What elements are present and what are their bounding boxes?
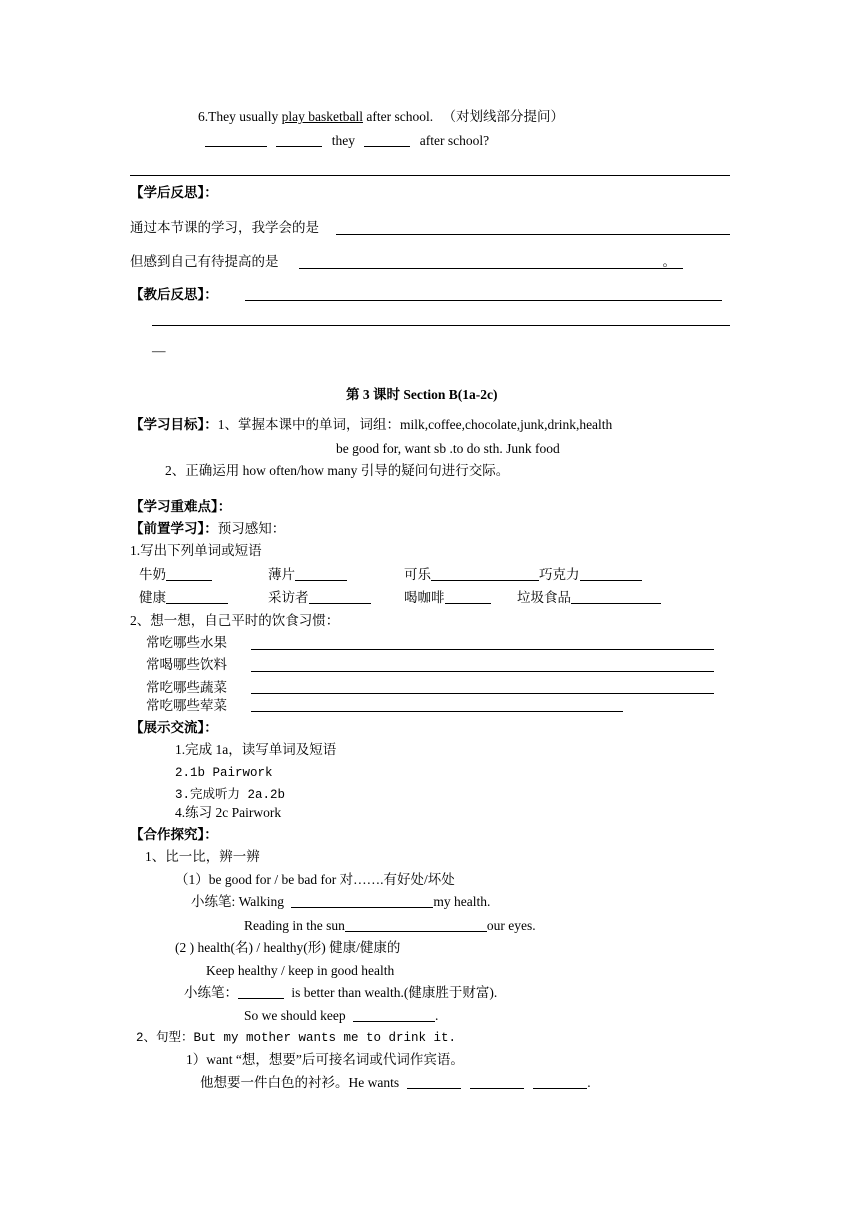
word-blank[interactable] (431, 566, 539, 581)
practice-2b: So we should keep . (244, 1008, 439, 1023)
word-item: 牛奶 (139, 566, 212, 584)
task-2: 2、想一想，自己平时的饮食习惯： (130, 613, 340, 628)
goal-line-1b: be good for, want sb .to do sth. Junk food (336, 441, 560, 456)
question-6 (198, 108, 564, 126)
reflection-improve: 但感到自己有待提高的是 。 (130, 254, 676, 269)
teacher-reflection-line[interactable] (245, 300, 722, 301)
word-blank[interactable] (309, 589, 371, 604)
reflection-heading: 【学后反思】： (130, 185, 218, 200)
exchange-item: 4.练习 2c Pairwork (175, 805, 282, 820)
answer-blank[interactable] (470, 1074, 524, 1089)
exchange-heading: 【展示交流】： (130, 720, 218, 735)
learned-answer-line[interactable] (336, 234, 730, 235)
point-2: (2 ) health(名) / healthy(形) 健康/健康的 (175, 940, 401, 955)
trailing-dash: — (152, 343, 166, 358)
answer-blank[interactable] (425, 917, 487, 932)
lesson-title: 第 3 课时 Section B(1a-2c) (346, 387, 498, 402)
question-6-answer (205, 132, 489, 150)
q6-underlined: play basketball (281, 109, 363, 124)
answer-blank[interactable] (238, 984, 284, 999)
q6-prefix: 6.They usually (198, 109, 282, 124)
answer-blank[interactable] (353, 1007, 411, 1022)
word-blank[interactable] (445, 589, 491, 604)
improve-answer-line[interactable] (299, 268, 683, 269)
word-item: 薄片 (268, 566, 347, 584)
answer-blank[interactable] (533, 1074, 587, 1089)
answer-they: they (331, 133, 355, 148)
answer-blank[interactable] (345, 917, 425, 932)
explore-heading: 【合作探究】： (130, 827, 218, 842)
keep-healthy: Keep healthy / keep in good health (206, 963, 395, 978)
habit-answer-line[interactable] (251, 711, 623, 712)
q6-note: （对划线部分提问） (442, 109, 564, 124)
practice-1b: Reading in the sun our eyes. (244, 918, 536, 933)
word-blank[interactable] (580, 566, 642, 581)
difficulty-heading: 【学习重难点】： (130, 499, 232, 514)
want-usage: 1）want “想，想要”后可接名词或代词作宾语。 (186, 1052, 464, 1067)
goal-line-1: 【学习目标】：1、掌握本课中的单词，词组：milk,coffee,chocolate,junk,drink,health (130, 417, 613, 432)
teacher-reflection-heading: 【教后反思】： (130, 287, 218, 302)
sentence-pattern: 2、句型：But my mother wants me to drink it. (136, 1031, 457, 1045)
goal-heading: 【学习目标】： (130, 417, 218, 432)
exchange-item: 3.完成听力 2a.2b (175, 788, 286, 802)
word-blank[interactable] (166, 566, 212, 581)
answer-blank[interactable] (291, 893, 365, 908)
answer-blank[interactable] (365, 893, 433, 908)
word-item: 喝咖啡 (404, 589, 491, 607)
answer-blank[interactable] (205, 132, 267, 147)
answer-end: after school? (419, 133, 490, 148)
reflection-learned: 通过本节课的学习，我学会的是 (130, 220, 319, 235)
answer-blank[interactable] (276, 132, 322, 147)
practice-1: 小练笔: Walking my health. (191, 894, 491, 909)
goal-line-2: 2、正确运用 how often/how many 引导的疑问句进行交际。 (165, 463, 510, 478)
word-item: 采访者 (268, 589, 371, 607)
habit-answer-line[interactable] (251, 693, 714, 694)
section-divider (130, 175, 730, 176)
practice-2: 小练笔： is better than wealth.(健康胜于财富). (184, 985, 498, 1000)
word-item: 可乐 巧克力 (404, 566, 642, 584)
point-1: （1）be good for / be bad for 对…….有好处/坏处 (175, 872, 455, 887)
want-example: 他想要一件白色的衬衫。He wants . (200, 1075, 591, 1090)
preview-line: 【前置学习】：预习感知： (130, 521, 286, 536)
word-blank[interactable] (295, 566, 347, 581)
habit-label: 常吃哪些蔬菜 (146, 680, 227, 695)
answer-blank[interactable] (364, 132, 410, 147)
exchange-item: 2.1b Pairwork (175, 766, 273, 780)
q6-suffix: after school. (362, 109, 434, 124)
habit-label: 常喝哪些饮料 (146, 657, 227, 672)
word-item: 垃圾食品 (517, 589, 661, 607)
word-blank[interactable] (166, 589, 228, 604)
exchange-item: 1.完成 1a，读写单词及短语 (175, 742, 337, 757)
task-1: 1.写出下列单词或短语 (130, 543, 262, 558)
word-blank[interactable] (571, 589, 661, 604)
answer-blank[interactable] (407, 1074, 461, 1089)
teacher-reflection-line-2[interactable] (152, 325, 730, 326)
habit-answer-line[interactable] (251, 649, 714, 650)
compare-heading: 1、比一比，辨一辨 (145, 849, 260, 864)
habit-answer-line[interactable] (251, 671, 714, 672)
word-item: 健康 (139, 589, 228, 607)
habit-label: 常吃哪些水果 (146, 635, 227, 650)
answer-blank[interactable] (411, 1007, 435, 1022)
habit-label: 常吃哪些荤菜 (146, 698, 227, 713)
